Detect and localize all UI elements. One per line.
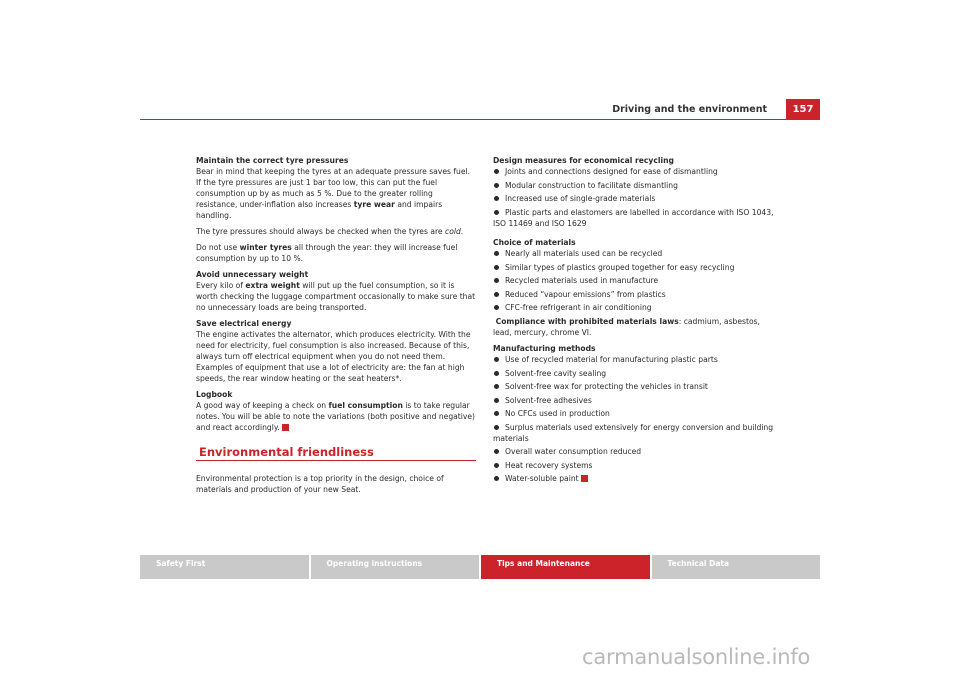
electrical-paragraph: The engine activates the alternator, which produces electricity. With the need for electricity, fuel consumption is also increased. Because of this, always turn off electrical equipment when you do not need them. Examples of equipment that use a lot of electricity are: the fan at high speeds, the rear window heating or the seat heaters*. — [196, 330, 471, 383]
tab-safety-first[interactable]: Safety First — [140, 555, 309, 579]
compliance-paragraph: Compliance with prohibited materials laws: cadmium, asbestos, lead, mercury, chrome VI. — [493, 317, 760, 337]
tyre-paragraph-2: The tyre pressures should always be checked when the tyres are cold. — [196, 227, 464, 236]
list-item: Water-soluble paint — [493, 473, 778, 484]
list-item: Heat recovery systems — [493, 460, 778, 471]
materials-heading: Choice of materials — [493, 238, 576, 247]
list-item: Plastic parts and elastomers are labelled in accordance with ISO 1043, ISO 11469 and ISO 1629 — [493, 207, 778, 229]
watermark-text: carmanualsonline.info — [582, 645, 811, 669]
tyre-heading: Maintain the correct tyre pressures — [196, 156, 349, 165]
list-item: Surplus materials used extensively for energy conversion and building materials — [493, 422, 778, 444]
list-item: No CFCs used in production — [493, 408, 778, 419]
list-item: CFC-free refrigerant in air conditioning — [493, 302, 778, 313]
list-item: Overall water consumption reduced — [493, 446, 778, 457]
logbook-paragraph: A good way of keeping a check on fuel consumption is to take regular notes. You will be able to note the variations (both positive and negative) and react accordingly. — [196, 401, 476, 432]
list-item: Solvent-free cavity sealing — [493, 368, 778, 379]
section-end-icon — [282, 424, 289, 431]
list-item: Recycled materials used in manufacture — [493, 275, 778, 286]
list-item: Solvent-free wax for protecting the vehicles in transit — [493, 381, 778, 392]
left-column — [196, 155, 476, 500]
header-rule — [140, 119, 820, 120]
right-column — [493, 155, 778, 487]
tyre-paragraph-1: Bear in mind that keeping the tyres at an adequate pressure saves fuel. If the tyre pressures are just 1 bar too low, this can put the fuel consumption up by as much as 5 %. Due to the greater rolling resistance, under-inflation also increases tyre wear and impairs handling. — [196, 167, 471, 220]
page-number: 157 — [786, 99, 820, 119]
logbook-heading: Logbook — [196, 390, 233, 399]
footer-nav — [140, 555, 820, 579]
list-item: Similar types of plastics grouped together for easy recycling — [493, 262, 778, 273]
tab-operating-instructions[interactable]: Operating instructions — [311, 555, 480, 579]
design-heading: Design measures for economical recycling — [493, 156, 674, 165]
list-item: Use of recycled material for manufacturing plastic parts — [493, 354, 778, 365]
manufacturing-heading: Manufacturing methods — [493, 344, 596, 353]
design-list — [493, 166, 778, 229]
tyre-paragraph-3: Do not use winter tyres all through the year: they will increase fuel consumption by up to 10 %. — [196, 243, 458, 263]
list-item: Solvent-free adhesives — [493, 395, 778, 406]
list-item: Joints and connections designed for ease of dismantling — [493, 166, 778, 177]
materials-list — [493, 248, 778, 313]
section-end-icon — [581, 475, 588, 482]
list-item: Reduced “vapour emissions” from plastics — [493, 289, 778, 300]
electrical-heading: Save electrical energy — [196, 319, 292, 328]
environmental-paragraph: Environmental protection is a top priority in the design, choice of materials and production of your new Seat. — [196, 474, 444, 494]
weight-paragraph: Every kilo of extra weight will put up the fuel consumption, so it is worth checking the luggage compartment occasionally to make sure that no unnecessary loads are being transported. — [196, 281, 476, 312]
header-title: Driving and the environment — [612, 104, 767, 115]
tab-tips-and-maintenance[interactable]: Tips and Maintenance — [481, 555, 650, 579]
weight-heading: Avoid unnecessary weight — [196, 270, 309, 279]
manufacturing-list — [493, 354, 778, 484]
list-item: Increased use of single-grade materials — [493, 193, 778, 204]
list-item: Modular construction to facilitate dismantling — [493, 180, 778, 191]
list-item: Nearly all materials used can be recycled — [493, 248, 778, 259]
environmental-section-title: Environmental friendliness — [196, 447, 476, 461]
tab-technical-data[interactable]: Technical Data — [652, 555, 821, 579]
